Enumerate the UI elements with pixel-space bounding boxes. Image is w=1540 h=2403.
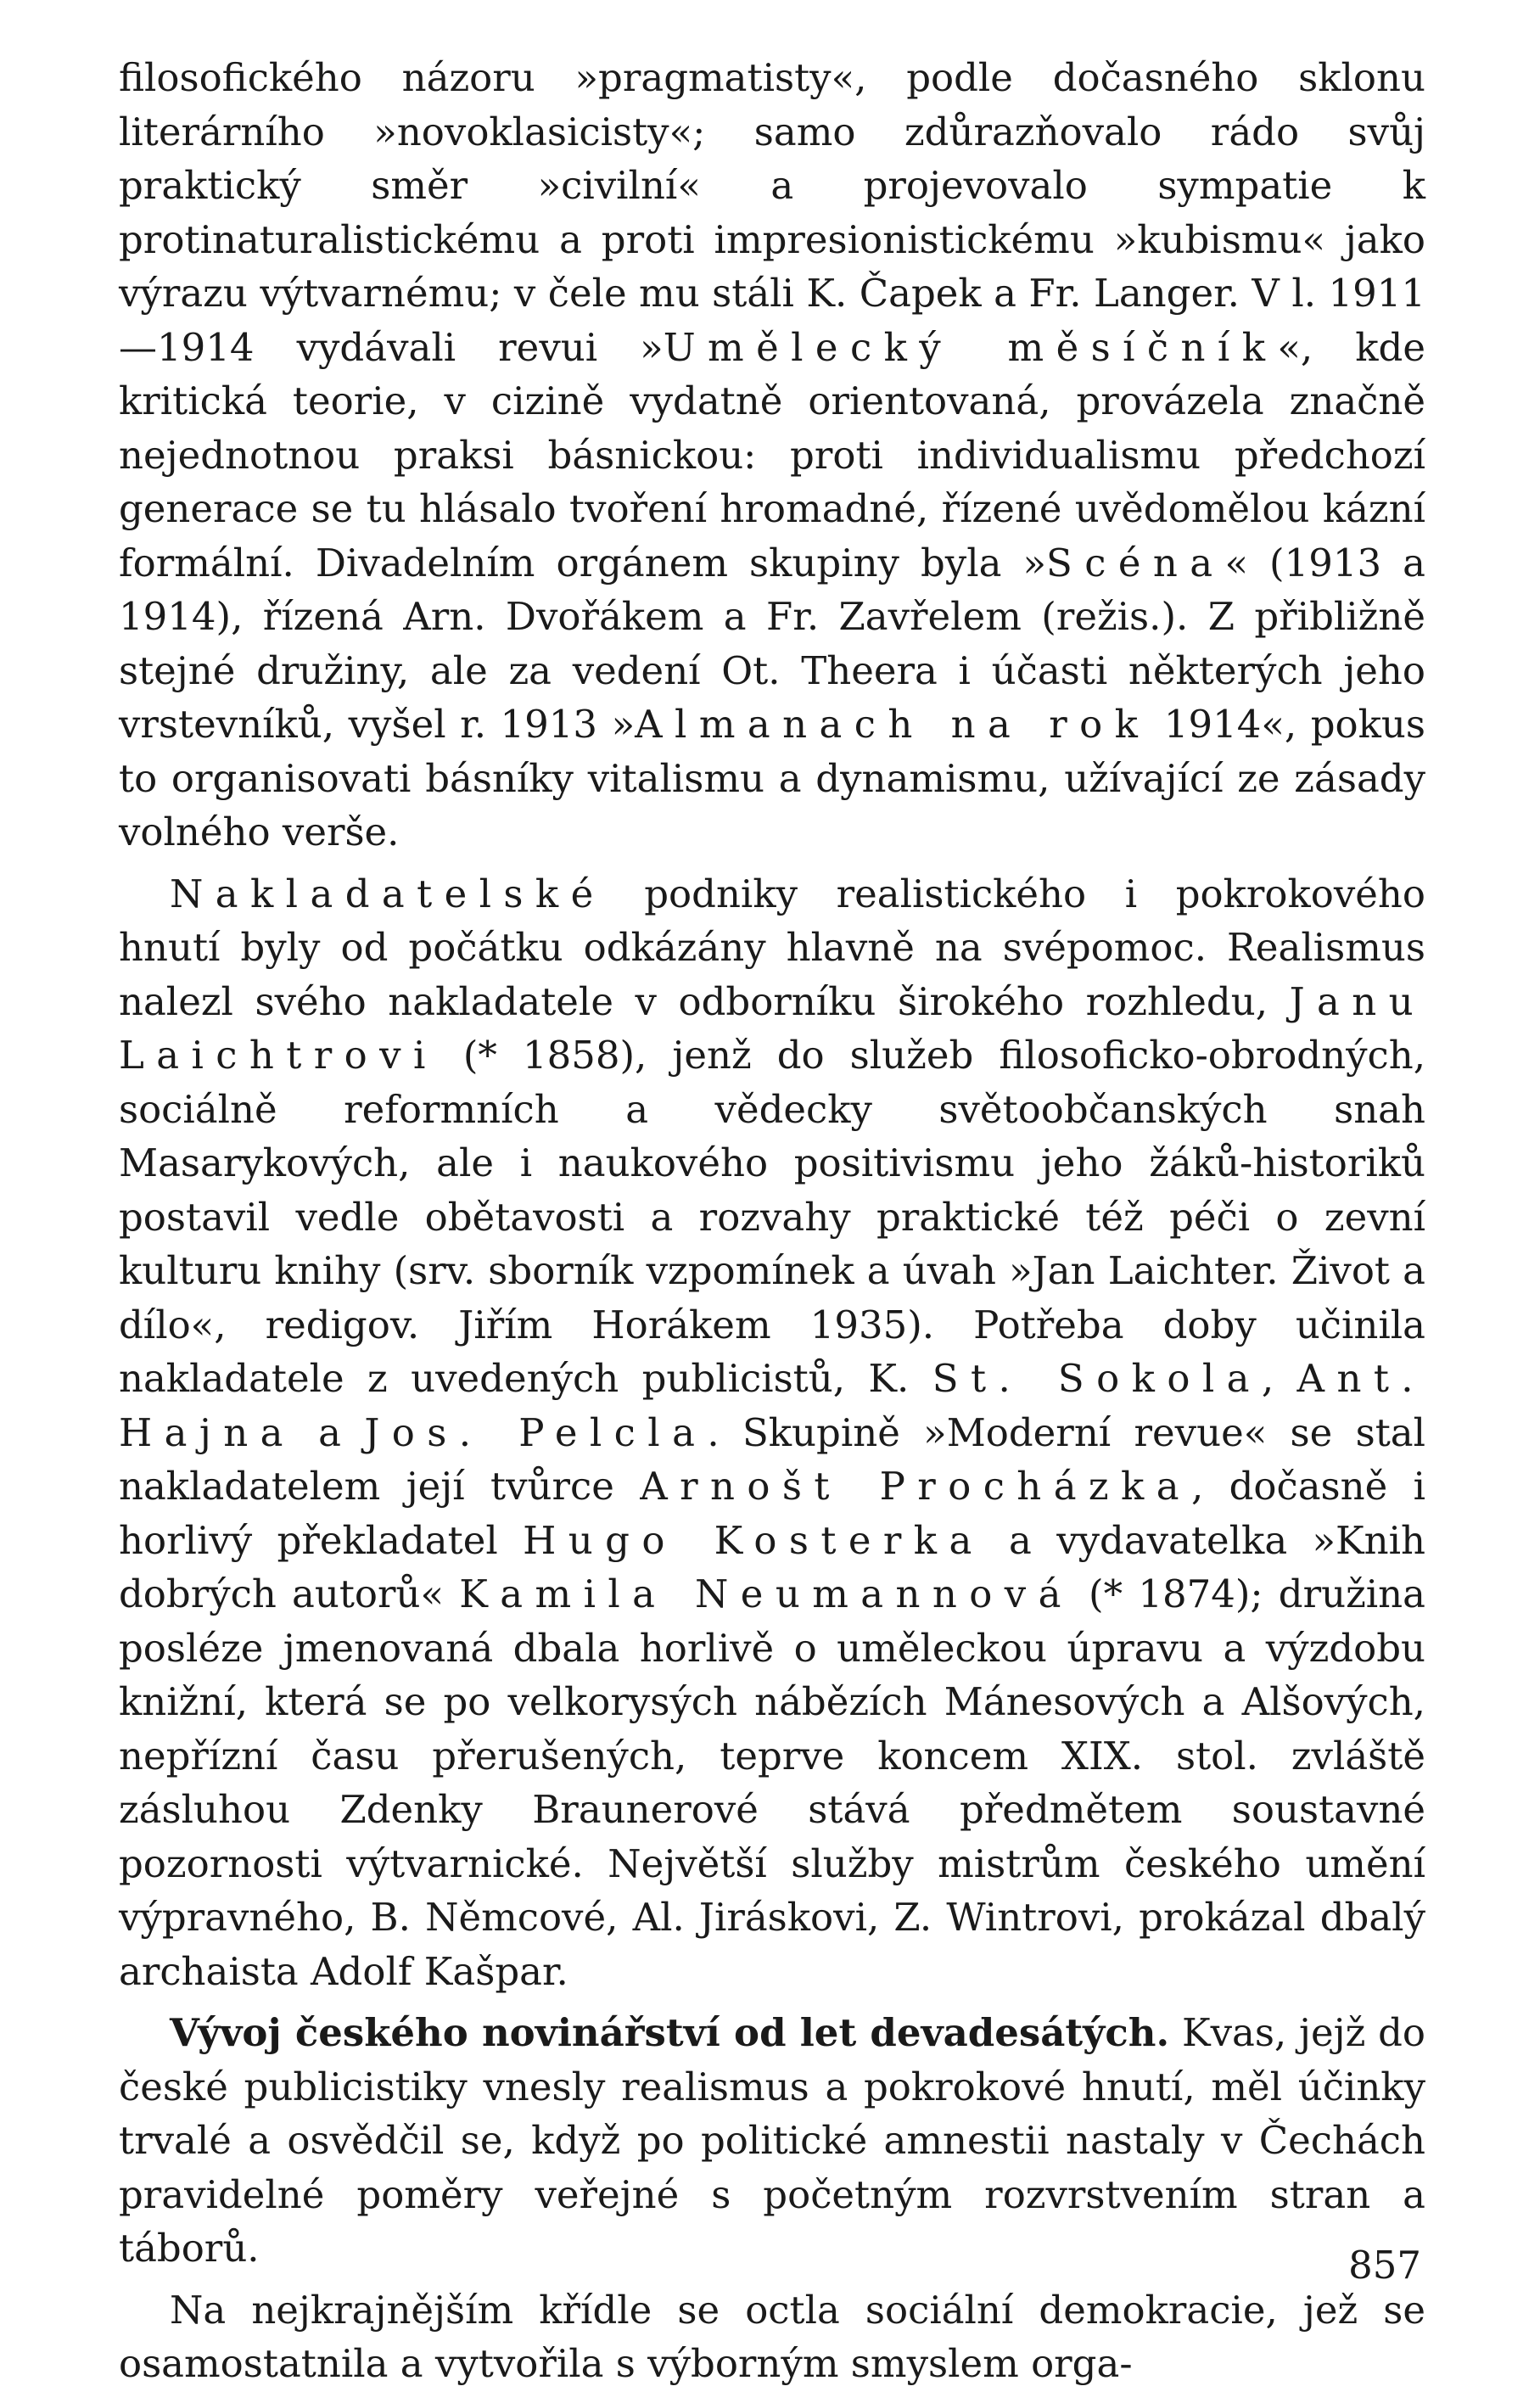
text-run: Kvas, jejž do české publicistiky vnesly realismus a pokrokové hnutí, měl účinky trvalé a osvědčil se, když po politické amnestii nastaly v Čechách pravidelné poměry veřejné s početným rozvrstvením stran a táborů. bbox=[119, 2010, 1425, 2271]
text-run: (* 1874); družina posléze jmenovaná dbala horlivě o uměleckou úpravu a výzdobu knižní, která se po velkorysých nábězích Mánesových a Alšových, nepřízní času přerušených, teprve koncem XIX. stol. zvláště zásluhou Zdenky Braunerové stává předmětem soustavné pozornosti výtvarnické. Největší služby mistrům českého umění výpravného, B. Němcové, Al. Jiráskovi, Z. Wintrovi, prokázal dbalý archaista Adolf Kašpar. bbox=[119, 1571, 1425, 1994]
text-run: 1914«, pokus to organisovati básníky vitalismu a dynamismu, užívající ze zásady volného verše. bbox=[119, 702, 1425, 854]
paragraph-4 bbox=[119, 2283, 1425, 2391]
text-run: (* 1858), jenž do služeb filosoficko-obrodných, sociálně reformních a vědecky světoobčanských snah Masarykových, ale i naukového positivismu jeho žáků-historiků postavil vedle obětavosti a rozvahy praktické též péči o zevní kulturu knihy (srv. sborník vzpomínek a úvah »Jan Laichter. Život a dílo«, redigov. Jiřím Horákem 1935). Potřeba doby učinila nakladatele z uvedených publicistů, K. bbox=[119, 1033, 1425, 1401]
text-run: , dočasně i horlivý překladatel bbox=[119, 1464, 1425, 1563]
page-number: 857 bbox=[1348, 2243, 1421, 2288]
spaced-name: Arnošt Procházka bbox=[640, 1464, 1191, 1509]
text-run: « (1913 a 1914), řízená Arn. Dvořákem a Fr. Zavřelem (režis.). Z přibližně stejné družiny, ale za vedení Ot. Theera i účasti některých jeho vrstevníků, vyšel r. 1913 » bbox=[119, 540, 1425, 747]
section-heading: Vývoj českého novinářství od let devadesátých. bbox=[170, 2010, 1170, 2055]
text-run: podniky realistického i pokrokového hnutí byly od počátku odkázány hlavně na svépomoc. Realismus nalezl svého nakladatele v odborníku širokého rozhledu, bbox=[119, 871, 1425, 1024]
spaced-name: Ant. Hajna bbox=[119, 1356, 1426, 1455]
paragraph-1 bbox=[119, 51, 1425, 860]
text-run: a bbox=[294, 1409, 365, 1455]
spaced-title: Almanach na rok bbox=[635, 702, 1151, 747]
text-run: , bbox=[1261, 1356, 1297, 1401]
spaced-name: Jos. Pelcla bbox=[364, 1409, 708, 1455]
spaced-name: Kamila Neumannová bbox=[459, 1571, 1073, 1616]
spaced-name: St. Sokola bbox=[932, 1356, 1262, 1401]
text-run: a vydavatelka »Knih dobrých autorů« bbox=[119, 1517, 1425, 1616]
text-run: . Skupině »Moderní revue« se stal nakladatelem její tvůrce bbox=[119, 1409, 1426, 1509]
paragraph-2 bbox=[119, 867, 1425, 1999]
spaced-name: Hugo Kosterka bbox=[523, 1517, 984, 1563]
text-run: filosofického názoru »pragmatisty«, podle dočasného sklonu literárního »novoklasicisty«; samo zdůrazňovalo rádo svůj praktický směr »civilní« a projevovalo sympatie k protinaturalistickému a proti impresionistickému »kubismu« jako výrazu výtvarnému; v čele mu stáli K. Čapek a Fr. Langer. V l. 1911—1914 vydávali revui » bbox=[119, 55, 1425, 370]
spaced-term: Nakladatelské bbox=[170, 871, 606, 916]
text-run: «, kde kritická teorie, v cizině vydatně orientovaná, provázela značně nejednotnou praksi básnickou: proti individualismu předchozí generace se tu hlásalo tvoření hromadné, řízené uvědomělou kázní formální. Divadelním orgánem skupiny byla » bbox=[119, 324, 1425, 585]
page-body bbox=[119, 51, 1425, 2391]
spaced-title: Umělecký měsíčník bbox=[663, 324, 1278, 370]
spaced-title: Scéna bbox=[1046, 540, 1225, 585]
spaced-name: Janu Laichtrovi bbox=[119, 978, 1425, 1078]
text-run: Na nejkrajnějším křídle se octla sociální demokracie, jež se osamostatnila a vytvořila s výborným smyslem orga- bbox=[119, 2287, 1425, 2386]
paragraph-3 bbox=[119, 2006, 1425, 2276]
